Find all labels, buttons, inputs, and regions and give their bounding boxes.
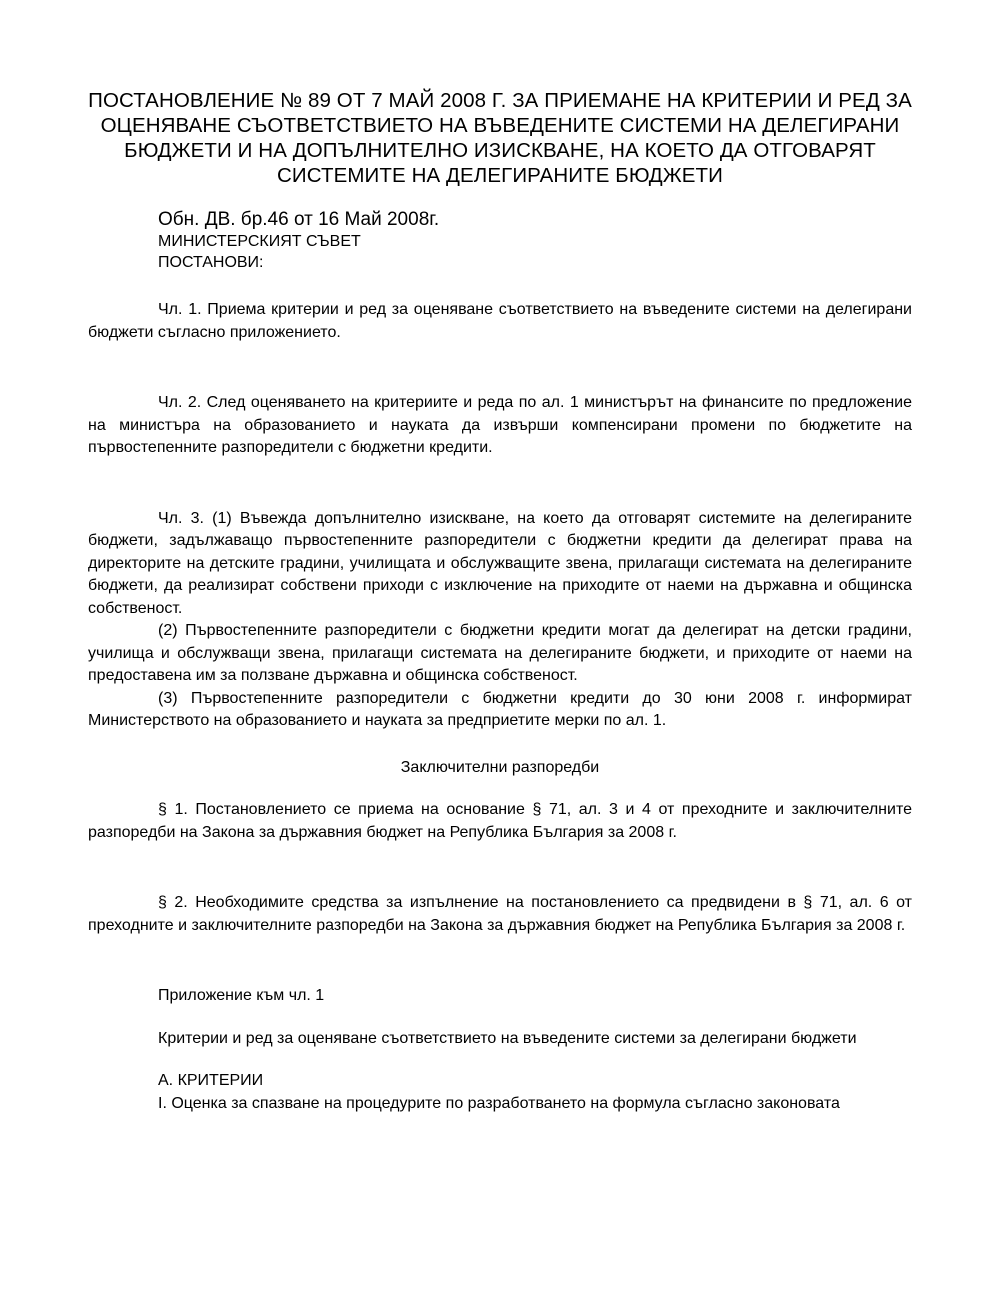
criterion-item-1: I. Оценка за спазване на процедурите по разработването на формула съгласно законовата [158,1094,840,1112]
decree-line: ПОСТАНОВИ: [158,254,264,271]
article-3-paragraph-3: (3) Първостепенните разпоредители с бюджетни кредити до 30 юни 2008 г. информират Министерството на образованието и науката за предприетите мерки по ал. 1. [88,689,912,729]
annex-title: Критерии и ред за оценяване съответствието на въведените системи за делегирани бюджети [158,1029,857,1047]
publication-line: Обн. ДВ. бр.46 от 16 Май 2008г. [158,209,440,230]
section-a-heading: А. КРИТЕРИИ [158,1072,264,1089]
article-3-paragraph-1: Чл. 3. (1) Въвежда допълнително изискване, на което да отговарят системите на делегираните бюджети, задължаващо първостепенните разпоредители с бюджетни кредити да делегират права на директорите на детските градини, училищата и обслужващите звена, прилагащи системата на делегираните бюджети, да реализират собствени приходи с изключение на приходите от наеми на държавна и общинска собственост. [88,509,912,617]
paragraph-1: § 1. Постановлението се приема на основание § 71, ал. 3 и 4 от преходните и заключителните разпоредби на Закона за държавния бюджет на Република България за 2008 г. [88,801,912,841]
paragraph-2: § 2. Необходимите средства за изпълнение на постановлението са предвидени в § 71, ал. 6 от преходните и заключителните разпоредби на Закона за държавния бюджет на Република България за 2008 г. [88,894,912,934]
document-meta [158,209,912,273]
council-line: МИНИСТЕРСКИЯТ СЪВЕТ [158,233,361,250]
article-3-paragraph-2: (2) Първостепенните разпоредители с бюджетни кредити могат да делегират на детски градини, училища и обслужващи звена, прилагащи системата на делегираните бюджети, и приходите от наеми на предоставена им за ползване държавна и общинска собственост. [88,622,912,684]
final-provisions-heading: Заключителни разпоредби [400,758,600,776]
document-title: ПОСТАНОВЛЕНИЕ № 89 ОТ 7 МАЙ 2008 Г. ЗА ПРИЕМАНЕ НА КРИТЕРИИ И РЕД ЗА ОЦЕНЯВАНЕ СЪОТВЕТСТВИЕТО НА ВЪВЕДЕНИТЕ СИСТЕМИ НА ДЕЛЕГИРАНИ БЮДЖЕТИ И НА ДОПЪЛНИТЕЛНО ИЗИСКВАНЕ, НА КОЕТО ДА ОТГОВАРЯТ СИСТЕМИТЕ НА ДЕЛЕГИРАНИТЕ БЮДЖЕТИ [88,89,912,187]
document-page [88,88,912,1115]
article-2: Чл. 2. След оценяването на критериите и реда по ал. 1 министърът на финансите по предложение на министъра на образованието и науката да извърши компенсирани промени по бюджетите на първостепенните разпоредители с бюджетни кредити. [88,394,912,456]
article-1: Чл. 1. Приема критерии и ред за оценяване съответствието на въведените системи на делегирани бюджети съгласно приложението. [88,301,912,341]
annex-reference: Приложение към чл. 1 [158,987,325,1004]
